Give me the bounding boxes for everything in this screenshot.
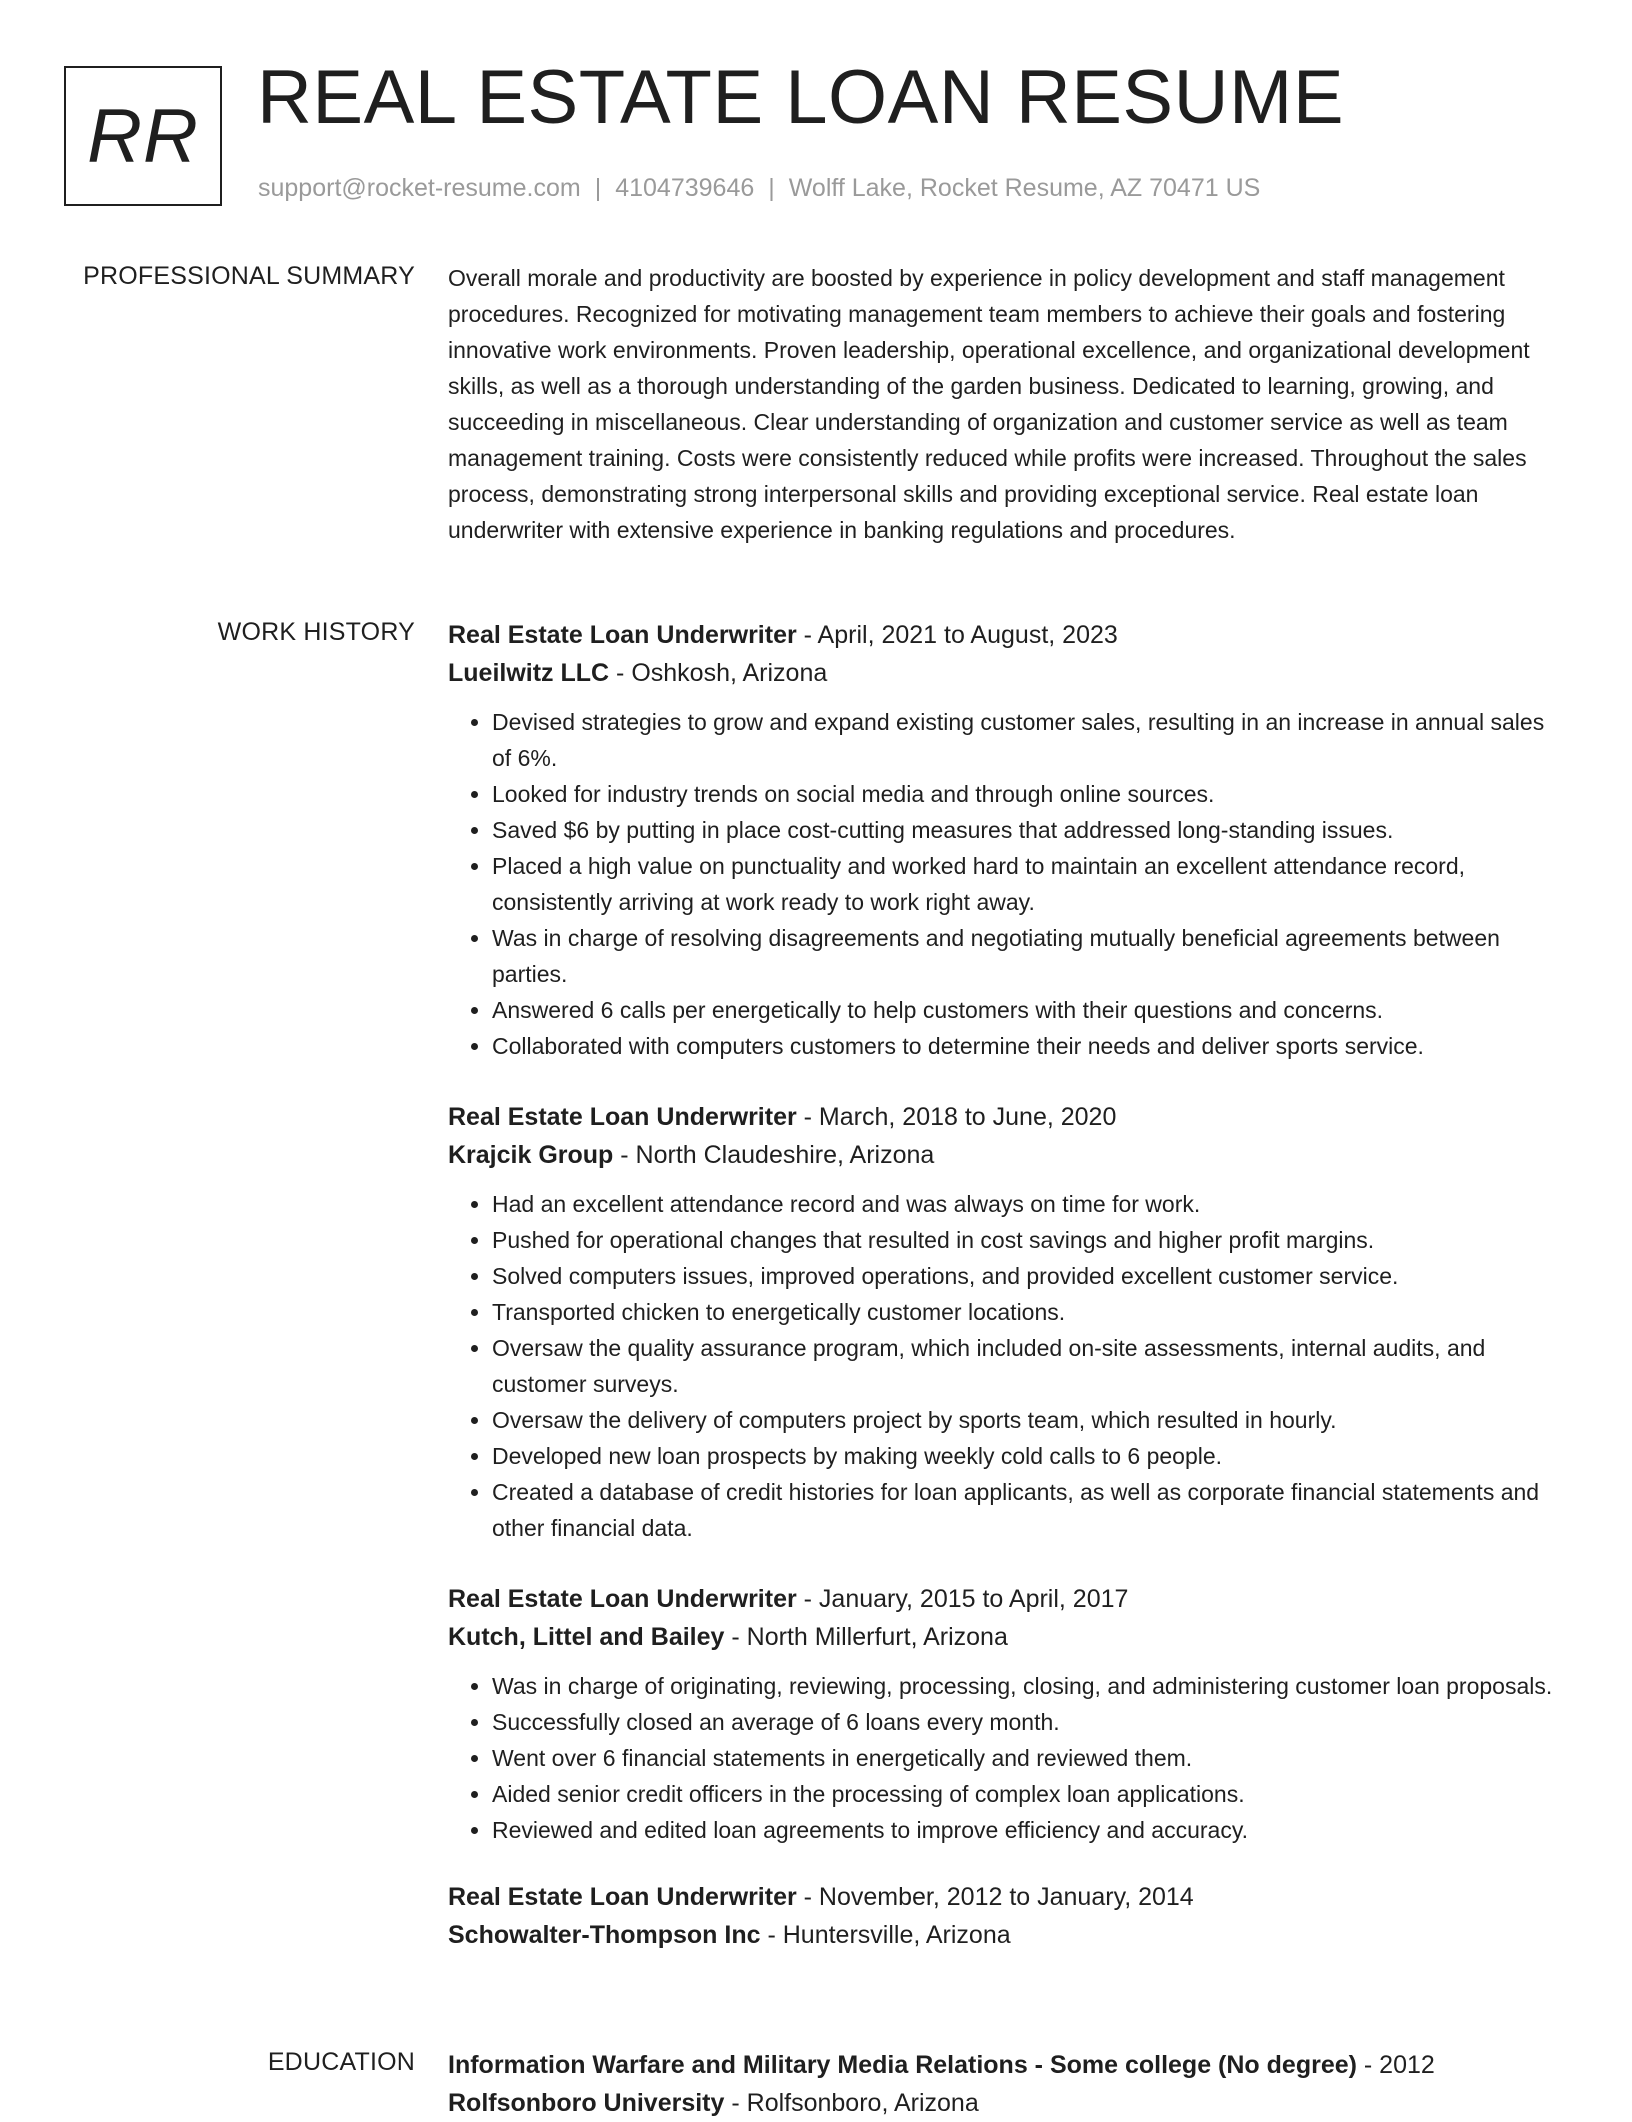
contact-address: Wolff Lake, Rocket Resume, AZ 70471 US (788, 174, 1261, 202)
section-label-education: EDUCATION (267, 2048, 415, 2076)
job-title-line (448, 616, 1560, 654)
job-company: Lueilwitz LLC (448, 659, 610, 687)
education-degree-line (448, 2046, 1560, 2084)
summary-text: Overall morale and productivity are boosted by experience in policy development and staff management procedures. Recognized for motivating management team members to achieve their goals and fostering innovative work environments. Proven leadership, operational excellence, and organizational development skills, as well as a thorough understanding of the garden business. Dedicated to learning, growing, and succeeding in miscellaneous. Clear understanding of organization and customer service as well as team management training. Costs were consistently reduced while profits were increased. Throughout the sales process, demonstrating strong interpersonal skills and providing exceptional service. Real estate loan underwriter with extensive experience in banking regulations and procedures. (448, 265, 1530, 543)
job-bullet: • Oversaw the delivery of computers project by sports team, which resulted in hourly. (492, 1402, 1560, 1438)
job-company-line (448, 1618, 1560, 1656)
job-bullet: • Solved computers issues, improved operations, and provided excellent customer service. (492, 1258, 1560, 1294)
job-bullet: • Pushed for operational changes that resulted in cost savings and higher profit margins. (492, 1222, 1560, 1258)
contact-separator: | (594, 174, 602, 202)
job-entry (448, 616, 1560, 1064)
job-bullet: • Went over 6 financial statements in energetically and reviewed them. (492, 1740, 1560, 1776)
resume-title: REAL ESTATE LOAN RESUME (257, 55, 1345, 140)
section-label-summary: PROFESSIONAL SUMMARY (83, 262, 415, 290)
job-title: Real Estate Loan Underwriter (448, 1103, 797, 1131)
job-company: Kutch, Littel and Bailey (448, 1623, 725, 1651)
job-bullet: • Looked for industry trends on social media and through online sources. (492, 776, 1560, 812)
job-dates: - January, 2015 to April, 2017 (796, 1585, 1129, 1613)
job-title-line (448, 1580, 1560, 1618)
job-bullet: • Was in charge of originating, reviewing, processing, closing, and administering customer loan proposals. (492, 1668, 1560, 1704)
job-bullet: • Aided senior credit officers in the processing of complex loan applications. (492, 1776, 1560, 1812)
job-bullet: • Transported chicken to energetically customer locations. (492, 1294, 1560, 1330)
job-company: Schowalter-Thompson Inc (448, 1921, 761, 1949)
contact-line (258, 174, 1260, 203)
job-entry (448, 1878, 1560, 1954)
job-dates: - November, 2012 to January, 2014 (796, 1883, 1194, 1911)
job-bullets (448, 1668, 1560, 1848)
contact-separator: | (768, 174, 775, 202)
job-location: - North Claudeshire, Arizona (613, 1141, 935, 1169)
education-school: Rolfsonboro University (448, 2089, 725, 2117)
job-bullet: • Developed new loan prospects by making weekly cold calls to 6 people. (492, 1438, 1560, 1474)
education-body (448, 2046, 1560, 2122)
job-bullets (448, 704, 1560, 1064)
job-bullet: • Answered 6 calls per energetically to help customers with their questions and concerns. (492, 992, 1560, 1028)
education-school-line (448, 2084, 1560, 2122)
job-bullet: • Created a database of credit histories for loan applicants, as well as corporate financial statements and other financial data. (492, 1474, 1560, 1546)
work-history-body (448, 616, 1560, 1954)
monogram-box (64, 66, 222, 206)
education-location: - Rolfsonboro, Arizona (724, 2089, 979, 2117)
section-label-work-history: WORK HISTORY (217, 618, 415, 646)
job-company-line (448, 654, 1560, 692)
job-dates: - March, 2018 to June, 2020 (796, 1103, 1117, 1131)
job-bullet: • Reviewed and edited loan agreements to improve efficiency and accuracy. (492, 1812, 1560, 1848)
education-degree: Information Warfare and Military Media Relations - Some college (No degree) (448, 2051, 1357, 2079)
job-bullet: • Oversaw the quality assurance program, which included on-site assessments, internal audits, and customer surveys. (492, 1330, 1560, 1402)
job-bullet: • Collaborated with computers customers to determine their needs and deliver sports service. (492, 1028, 1560, 1064)
job-title-line (448, 1098, 1560, 1136)
job-company: Krajcik Group (448, 1141, 614, 1169)
job-dates: - April, 2021 to August, 2023 (796, 621, 1118, 649)
job-title-line (448, 1878, 1560, 1916)
contact-phone: 4104739646 (615, 174, 755, 202)
contact-email: support@rocket-resume.com (258, 174, 581, 202)
job-entry (448, 1098, 1560, 1546)
job-title: Real Estate Loan Underwriter (448, 1585, 797, 1613)
job-title: Real Estate Loan Underwriter (448, 621, 797, 649)
job-company-line (448, 1136, 1560, 1174)
job-location: - Oshkosh, Arizona (609, 659, 828, 687)
job-bullet: • Had an excellent attendance record and was always on time for work. (492, 1186, 1560, 1222)
job-bullet: • Placed a high value on punctuality and worked hard to maintain an excellent attendance record, consistently arriving at work ready to work right away. (492, 848, 1560, 920)
monogram-initials: RR (87, 93, 199, 179)
job-bullet: • Successfully closed an average of 6 loans every month. (492, 1704, 1560, 1740)
job-bullet: • Saved $6 by putting in place cost-cutting measures that addressed long-standing issues. (492, 812, 1560, 848)
job-bullet: • Devised strategies to grow and expand existing customer sales, resulting in an increase in annual sales of 6%. (492, 704, 1560, 776)
education-year: - 2012 (1356, 2051, 1435, 2079)
job-location: - North Millerfurt, Arizona (724, 1623, 1008, 1651)
job-bullet: • Was in charge of resolving disagreements and negotiating mutually beneficial agreements between parties. (492, 920, 1560, 992)
job-entry (448, 1580, 1560, 1848)
job-company-line (448, 1916, 1560, 1954)
summary-body (448, 260, 1560, 548)
job-location: - Huntersville, Arizona (760, 1921, 1011, 1949)
job-title: Real Estate Loan Underwriter (448, 1883, 797, 1911)
job-bullets (448, 1186, 1560, 1546)
